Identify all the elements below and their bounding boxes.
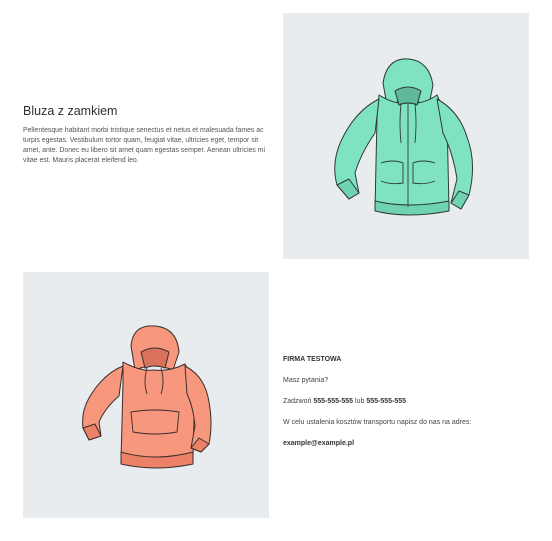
contact-question: Masz pytania? — [283, 377, 329, 384]
contact-block — [283, 355, 529, 460]
company-name: FIRMA TESTOWA — [283, 356, 342, 363]
phone-link-2[interactable]: 555-555-555 — [366, 398, 407, 405]
transport-text: W celu ustalenia kosztów transportu napisz do nas na adres: — [283, 419, 472, 426]
call-prefix: Zadzwoń — [283, 398, 312, 405]
product-description: Pellentesque habitant morbi tristique senectus et netus et malesuada fames ac turpis egestas. Vestibulum tortor quam, feugiat vitae, ultricies eget, tempor sit amet, ante. Donec eu libero sit amet quam egestas semper. Aenean ultricies mi vitae est. Mauris placerat eleifend leo. — [23, 127, 266, 164]
product-block — [23, 104, 269, 166]
contact-phone-line — [283, 397, 529, 406]
email-link[interactable]: example@example.pl — [283, 440, 355, 447]
product-image-pullover-hoodie — [23, 272, 269, 518]
mint-zip-hoodie-icon — [283, 13, 529, 259]
product-image-zip-hoodie — [283, 13, 529, 259]
coral-pullover-hoodie-icon — [23, 272, 269, 518]
product-title: Bluza z zamkiem — [23, 104, 118, 118]
phone-link-1[interactable]: 555-555-555 — [313, 398, 354, 405]
phone-or: lub — [355, 398, 365, 405]
